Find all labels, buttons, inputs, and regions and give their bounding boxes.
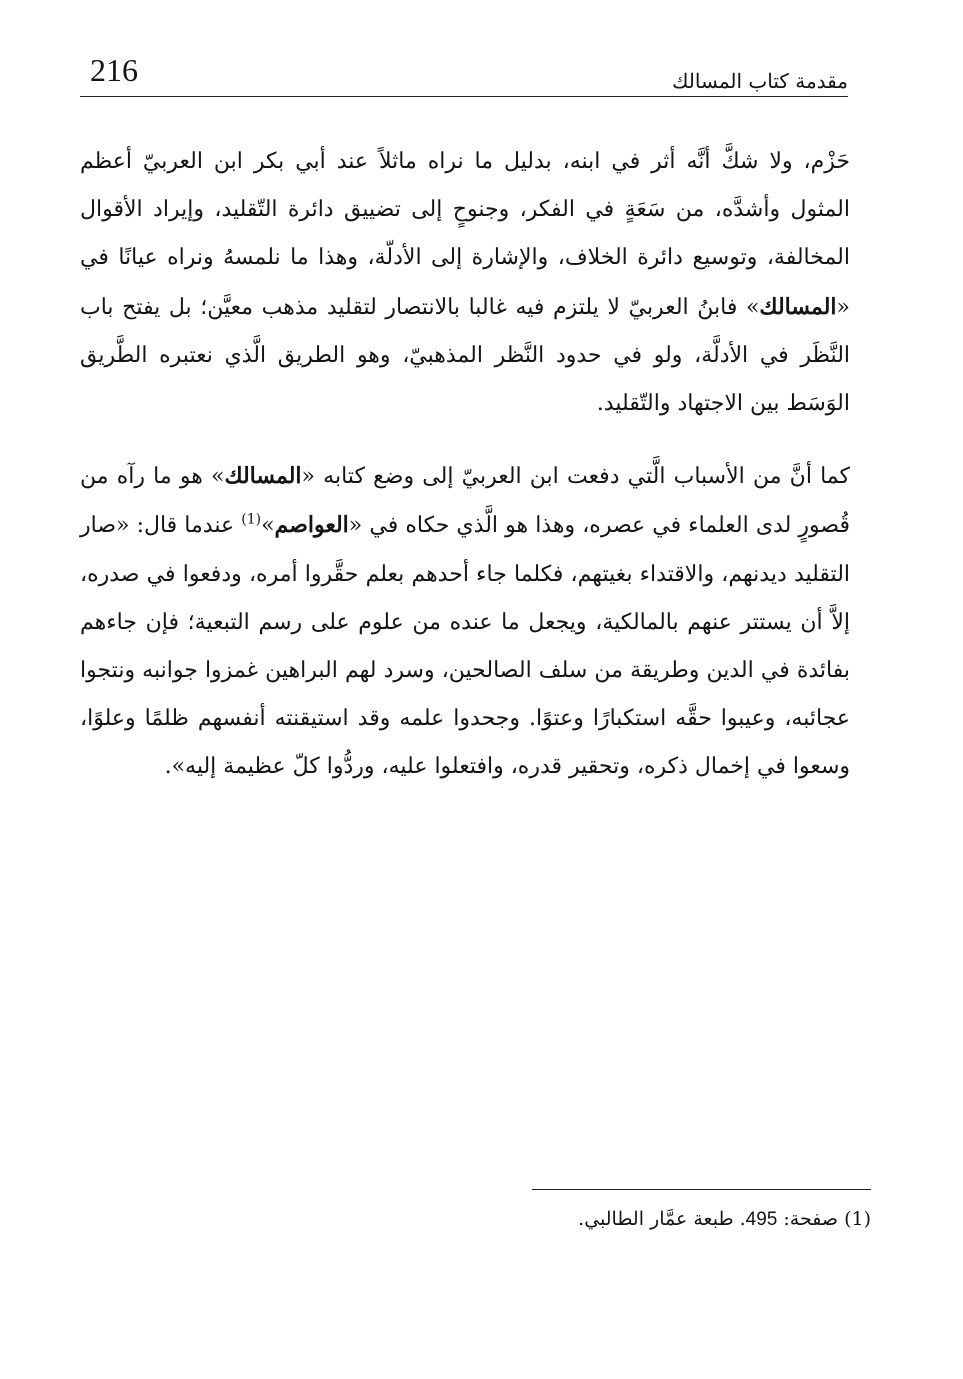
text-line: أحدهم بعلم حقَّروا أمره، ودفعوا في صدره، إلاَّ أن يستتر عنهم بالمالكية، [80, 561, 851, 635]
footnote-divider [532, 1189, 871, 1190]
text-line: حَزْم، ولا شكَّ أنَّه أثر في ابنه، بدليل ما نراه ماثلاً عند أبي بكر ابن العربيّ [142, 149, 850, 174]
text-run: كما أنَّ من الأسباب الَّتي دفعت ابن العربيّ إلى وضع كتابه « [301, 464, 850, 490]
book-title-bold: العواصم [274, 512, 349, 539]
text-run: » [261, 513, 275, 539]
body-text [80, 138, 850, 792]
text-line: أعظم المثول وأشدَّه، من سَعَةٍ في الفكر، وجنوحٍ إلى تضييق دائرة التّقليد، [80, 149, 850, 223]
text-line: مذهب معيَّن؛ بل يفتح باب النَّظَر في الأدلَّة، ولو في حدود النَّظر المذهبيّ، وهو [80, 294, 851, 368]
page-number: 216 [90, 52, 138, 88]
text-run: عندما قال: «صار التقليد ديدنهم، والاقتداء بغيتهم، فكلما جاء [80, 513, 851, 587]
paragraph-1 [80, 138, 850, 428]
footnote-marker: (1) [844, 1208, 871, 1230]
footnote-reference: (1) [241, 512, 262, 529]
text-run: نلمسهُ ونراه عيانًا في « [80, 245, 850, 320]
text-line: وطريقة من سلف الصالحين، وسرد لهم البراهين غمزوا جوانبه ونتجوا [80, 658, 700, 684]
running-header-title: مقدمة كتاب المسالك [671, 69, 848, 93]
text-line: ظلمًا وعلوًا، وسعوا في إخمال ذكره، وتحقير قدره، وافتعلوا عليه، وردُّوا كلّ [80, 706, 850, 780]
text-line: ما رآه من قُصورٍ لدى العلماء في عصره، وهذا هو الَّذي حكاه في [80, 464, 850, 539]
text-line: ويجعل ما عنده من علوم على رسم التبعية؛ فإن جاءهم بفائدة في الدين [80, 609, 850, 684]
text-line: عظيمة إليه». [164, 754, 286, 780]
text-run: » هو [179, 464, 225, 490]
paragraph-2 [80, 452, 850, 791]
text-run: » فابنُ العربيّ لا يلتزم فيه غالبا بالانتصار لتقليد [326, 294, 760, 320]
text-run: « [348, 513, 363, 539]
footnote-edition: . طبعة عمَّار الطالبي. [578, 1208, 746, 1230]
book-title-bold: المسالك [224, 463, 302, 490]
footnote-label: صفحة: [783, 1208, 839, 1230]
text-line: الطريق الَّذي نعتبره الطَّريق الوَسَط بين الاجتهاد والتّقليد. [80, 342, 850, 417]
running-header [80, 52, 848, 97]
text-line: عجائبه، وعيبوا حقَّه استكبارًا وعتوًا. وجحدوا علمه وقد استيقنته أنفسهم [197, 706, 851, 732]
book-title-bold: المسالك [759, 293, 837, 320]
footnote-page-number: 495 [745, 1209, 778, 1230]
footnote [578, 1206, 871, 1233]
text-line: وإيراد الأقوال المخالفة، وتوسيع دائرة الخلاف، والإشارة إلى الأدلّة، وهذا ما [80, 197, 850, 271]
text-line [180, 464, 850, 489]
